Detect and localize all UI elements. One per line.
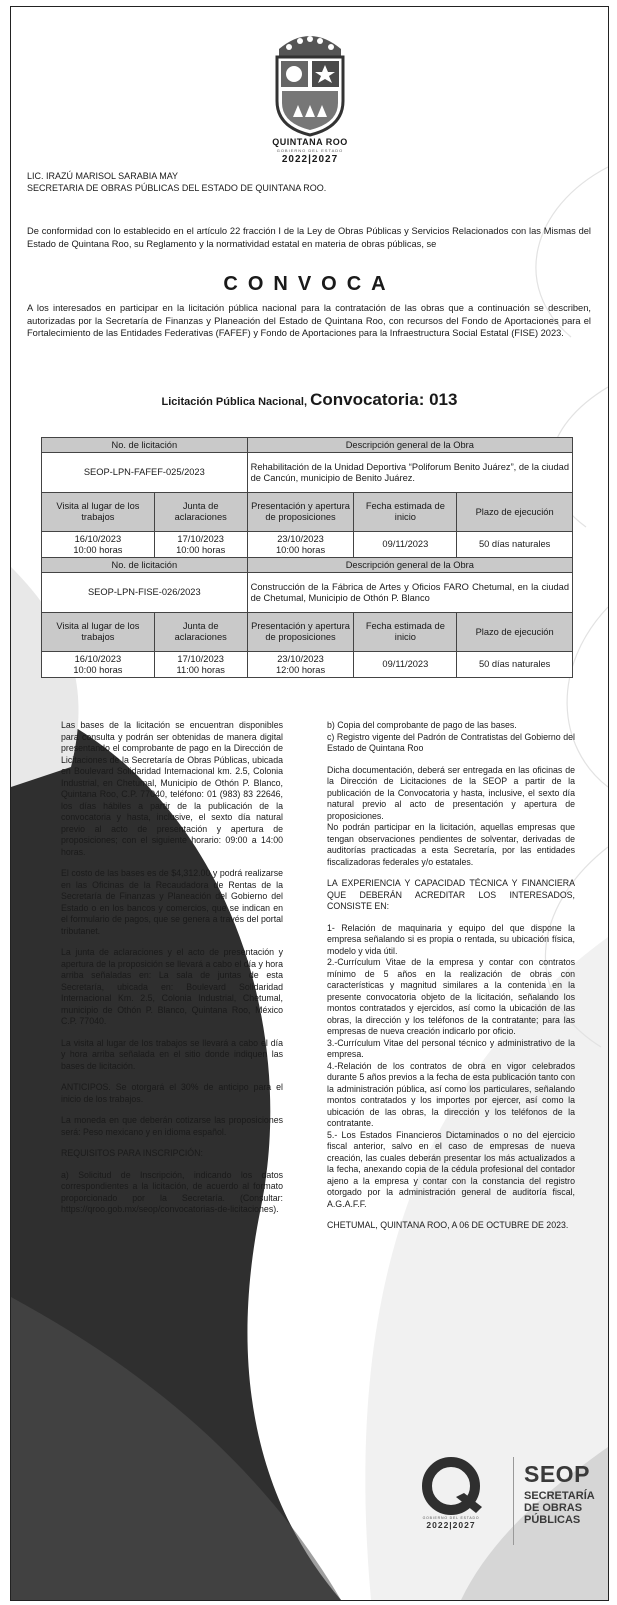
- gov-label: GOBIERNO DEL ESTADO: [276, 148, 344, 153]
- junta-time: 10:00 horas: [176, 544, 226, 555]
- subheader-plazo: Plazo de ejecución: [457, 493, 573, 532]
- visita-date: 16/10/2023: [74, 653, 122, 664]
- subheader-visita: Visita al lugar de los trabajos: [42, 493, 155, 532]
- state-label: QUINTANA ROO: [272, 137, 348, 147]
- intro-paragraph: De conformidad con lo establecido en el artículo 22 fracción I de la Ley de Obras Públicas y Servicios Relacionados con las Mismas del Estado de Quintana Roo, su Reglamento y la normatividad estatal en materia de obras públicas, se: [27, 226, 591, 249]
- seop-line-1: SECRETARÍA: [524, 1490, 595, 1502]
- requisito-c: c) Registro vigente del Padrón de Contratistas del Gobierno del Estado de Quintana Roo: [327, 731, 575, 753]
- visita-cell: [42, 652, 155, 678]
- moneda-paragraph: La moneda en que deberán cotizarse las proposiciones será: Peso mexicano y en idioma español.: [61, 1115, 283, 1137]
- quintana-roo-q-logo-icon: [416, 1455, 486, 1517]
- signatory-title: SECRETARIA DE OBRAS PÚBLICAS DEL ESTADO DE QUINTANA ROO.: [27, 183, 327, 193]
- footer-divider: [513, 1457, 514, 1545]
- table-subheader-row: [42, 613, 573, 652]
- requisito-b: b) Copia del comprobante de pago de las bases.: [327, 720, 517, 730]
- footer-logos: [11, 1447, 608, 1597]
- visita-time: 10:00 horas: [73, 664, 123, 675]
- seop-logo-text: SEOP: [524, 1461, 590, 1487]
- subheader-junta: Junta de aclaraciones: [154, 613, 247, 652]
- header-descripcion: Descripción general de la Obra: [247, 558, 572, 573]
- place-date: CHETUMAL, QUINTANA ROO, A 06 DE OCTUBRE DE 2023.: [327, 1220, 569, 1230]
- visita-time: 10:00 horas: [73, 544, 123, 555]
- licitacion-title: [11, 390, 608, 410]
- licitacion-table: [41, 437, 573, 678]
- table-row: [42, 652, 573, 678]
- requisito-4: 4.-Relación de los contratos de obra en vigor celebrados durante 5 años previos a la fecha de esta publicación tanto con la administración pública, así como los particulares, señalando montos contratados y los importes por ejercer, así como la ubicación de las obras, la dirección y los teléfonos de la contratante.: [327, 1060, 575, 1128]
- subheader-presentacion: Presentación y apertura de proposiciones: [247, 493, 354, 532]
- coat-of-arms-icon: [255, 27, 365, 137]
- header-no-licitacion: No. de licitación: [42, 438, 248, 453]
- junta-date: 17/10/2023: [177, 533, 224, 544]
- table-header-row: [42, 558, 573, 573]
- years-label: 2022|2027: [281, 154, 339, 165]
- description-paragraph: A los interesados en participar en la licitación pública nacional para la contratación de las obras que a continuación se describen, autorizadas por la Secretaría de Finanzas y Planeación del Estado de Quintana Roo, con recursos del Fondo de Aportaciones para el Fortalecimiento de las Entidades Federativas (FAFEF) y Fondo de Aportaciones para la Infraestructura Social Estatal (FISE) 2023.: [27, 303, 591, 338]
- obra-description: Rehabilitación de la Unidad Deportiva “Poliforum Benito Juárez”, de la ciudad de Cancún, municipio de Benito Juárez.: [247, 453, 572, 493]
- presentacion-date: 23/10/2023: [277, 653, 324, 664]
- table-header-row: [42, 438, 573, 453]
- costo-paragraph: El costo de las bases es de $4,312.00 y podrá realizarse en las Oficinas de la Recaudadora de Rentas de la Secretaría de Finanzas y Planeación del Gobierno del Estado o en los bancos y comercios, que se indican en el formulario de pagos, que se genera a través del portal tributanet.: [61, 868, 283, 936]
- table-row: [42, 453, 573, 493]
- plazo-ejecucion: 50 días naturales: [457, 652, 573, 678]
- presentacion-time: 12:00 horas: [275, 664, 326, 675]
- right-column: [327, 720, 575, 1242]
- licitacion-number: SEOP-LPN-FAFEF-025/2023: [42, 453, 248, 493]
- convoca-heading: CONVOCA: [223, 273, 396, 295]
- seop-subtitle: [524, 1490, 595, 1526]
- subheader-junta: Junta de aclaraciones: [154, 493, 247, 532]
- header-descripcion: Descripción general de la Obra: [247, 438, 572, 453]
- subheader-visita: Visita al lugar de los trabajos: [42, 613, 155, 652]
- bases-paragraph: Las bases de la licitación se encuentran disponibles para consulta y podrán ser obtenidas de manera digital presentando el comprobante de pago en la Dirección de Licitaciones de la Secretaría de Obras Públicas, ubicada en Boulevard Solidaridad Internacional km. 2.5, Colonia Industrial, en Chetumal, Municipio de Othón P. Blanco, Quintana Roo, C.P. 77040, teléfono: 01 (983) 83 22646, los días hábiles a partir de la publicación de la convocatoria y hasta, inclusive, el sexto día natural previo al acto de presentación y apertura de proposiciones; con el siguiente horario: 09:00 a 14:00 horas.: [61, 720, 283, 857]
- anticipos-paragraph: ANTICIPOS. Se otorgará el 30% de anticipo para el inicio de los trabajos.: [61, 1082, 283, 1104]
- junta-cell: [154, 532, 247, 558]
- footer-gov-label: GOBIERNO DEL ESTADO: [422, 1516, 480, 1520]
- junta-date: 17/10/2023: [177, 653, 224, 664]
- requisitos-heading: REQUISITOS PARA INSCRIPCIÓN:: [61, 1148, 203, 1158]
- footer-years: 2022|2027: [426, 1520, 476, 1530]
- presentacion-time: 10:00 horas: [275, 544, 326, 555]
- table-row: [42, 532, 573, 558]
- plazo-ejecucion: 50 días naturales: [457, 532, 573, 558]
- subheader-fecha: Fecha estimada de inicio: [354, 493, 457, 532]
- requisito-2: 2.-Currículum Vitae de la empresa y contar con contratos mínimo de 5 años en la realización de obras con características y magnitud similares a la contenida en la presente convocatoria objeto de la licitación, señalando los montos contratados y ejercidos, así como la ubicación de las obras, la dirección y los teléfonos de la contratante; para las empresas de nueva creación indicarlo por oficio.: [327, 957, 575, 1036]
- fecha-inicio: 09/11/2023: [354, 652, 457, 678]
- obra-description: Construcción de la Fábrica de Artes y Oficios FARO Chetumal, en la ciudad de Chetumal, Municipio de Othón P. Blanco: [247, 573, 572, 613]
- licitacion-number: SEOP-LPN-FISE-026/2023: [42, 573, 248, 613]
- table-row: [42, 573, 573, 613]
- junta-cell: [154, 652, 247, 678]
- requisito-a: a) Solicitud de Inscripción, indicando los datos correspondientes a la licitación, de acuerdo al formato proporcionado por la Secretaría. (Consultar: https://qroo.gob.mx/seop/convocatorias-de-licitaciones).: [61, 1169, 283, 1214]
- seop-line-3: PÚBLICAS: [524, 1514, 581, 1526]
- subheader-presentacion: Presentación y apertura de proposiciones: [247, 613, 354, 652]
- presentacion-date: 23/10/2023: [277, 533, 324, 544]
- subheader-plazo: Plazo de ejecución: [457, 613, 573, 652]
- visita-cell: [42, 532, 155, 558]
- signatory: [27, 170, 326, 194]
- requisito-1: 1- Relación de maquinaria y equipo del que dispone la empresa señalando si es propia o rentada, su ubicación física, modelo y vida útil.: [327, 922, 575, 956]
- header-no-licitacion: No. de licitación: [42, 558, 248, 573]
- left-column: [61, 720, 283, 1226]
- quintana-roo-emblem: [255, 27, 365, 165]
- table-subheader-row: [42, 493, 573, 532]
- fecha-inicio: 09/11/2023: [354, 532, 457, 558]
- experiencia-heading: LA EXPERIENCIA Y CAPACIDAD TÉCNICA Y FINANCIERA QUE DEBERÁN ACREDITAR LOS INTERESADOS, CONSISTE EN:: [327, 878, 575, 911]
- visita-paragraph: La visita al lugar de los trabajos se llevará a cabo el día y hora arriba señalada en el sitio donde indiquen las bases de licitación.: [61, 1037, 283, 1071]
- licitacion-prefix: Licitación Pública Nacional,: [161, 396, 308, 408]
- subheader-fecha: Fecha estimada de inicio: [354, 613, 457, 652]
- documentacion-paragraph: Dicha documentación, deberá ser entregada en las oficinas de la Dirección de Licitaciones de la SEOP a partir de la publicación de la Convocatoria y hasta, inclusive, el sexto día natural previo al acto de presentación y apertura de proposiciones.: [327, 764, 575, 821]
- seop-line-2: DE OBRAS: [524, 1502, 583, 1514]
- signatory-name: LIC. IRAZÚ MARISOL SARABIA MAY: [27, 171, 179, 181]
- requisito-3: 3.-Currículum Vitae del personal técnico y administrativo de la empresa.: [327, 1037, 575, 1059]
- restricciones-paragraph: No podrán participar en la licitación, aquellas empresas que tengan observaciones pendientes de solventar, derivadas de auditorías practicadas a esta Secretaría, por las entidades fiscalizadoras federales y/o estatales.: [327, 822, 575, 867]
- visita-date: 16/10/2023: [74, 533, 122, 544]
- convocatoria-number: Convocatoria: 013: [310, 390, 458, 409]
- newspaper-notice: [10, 6, 609, 1601]
- presentacion-cell: [247, 652, 354, 678]
- requisito-5: 5.- Los Estados Financieros Dictaminados o no del ejercicio fiscal anterior, salvo en el caso de empresas de nueva creación, las cuales deberán presentar los más actualizados a la fecha, anexando copia de la cédula profesional del contador ajeno a la empresa y contar con la constancia del registro otorgado por la administración general de auditoría fiscal, A.G.A.F.F.: [327, 1129, 575, 1209]
- junta-time: 11:00 horas: [176, 664, 225, 675]
- presentacion-cell: [247, 532, 354, 558]
- junta-paragraph: La junta de aclaraciones y el acto de presentación y apertura de la proposición se llevará a cabo el día y hora arriba señaladas en: La sala de juntas de esta Secretaría, ubicada en: Boulevard Solidaridad Internacional Km. 2.5, Colonia Industrial, Chetumal, municipio de Othón P. Blanco, Quintana Roo, México C.P. 77040.: [61, 947, 283, 1026]
